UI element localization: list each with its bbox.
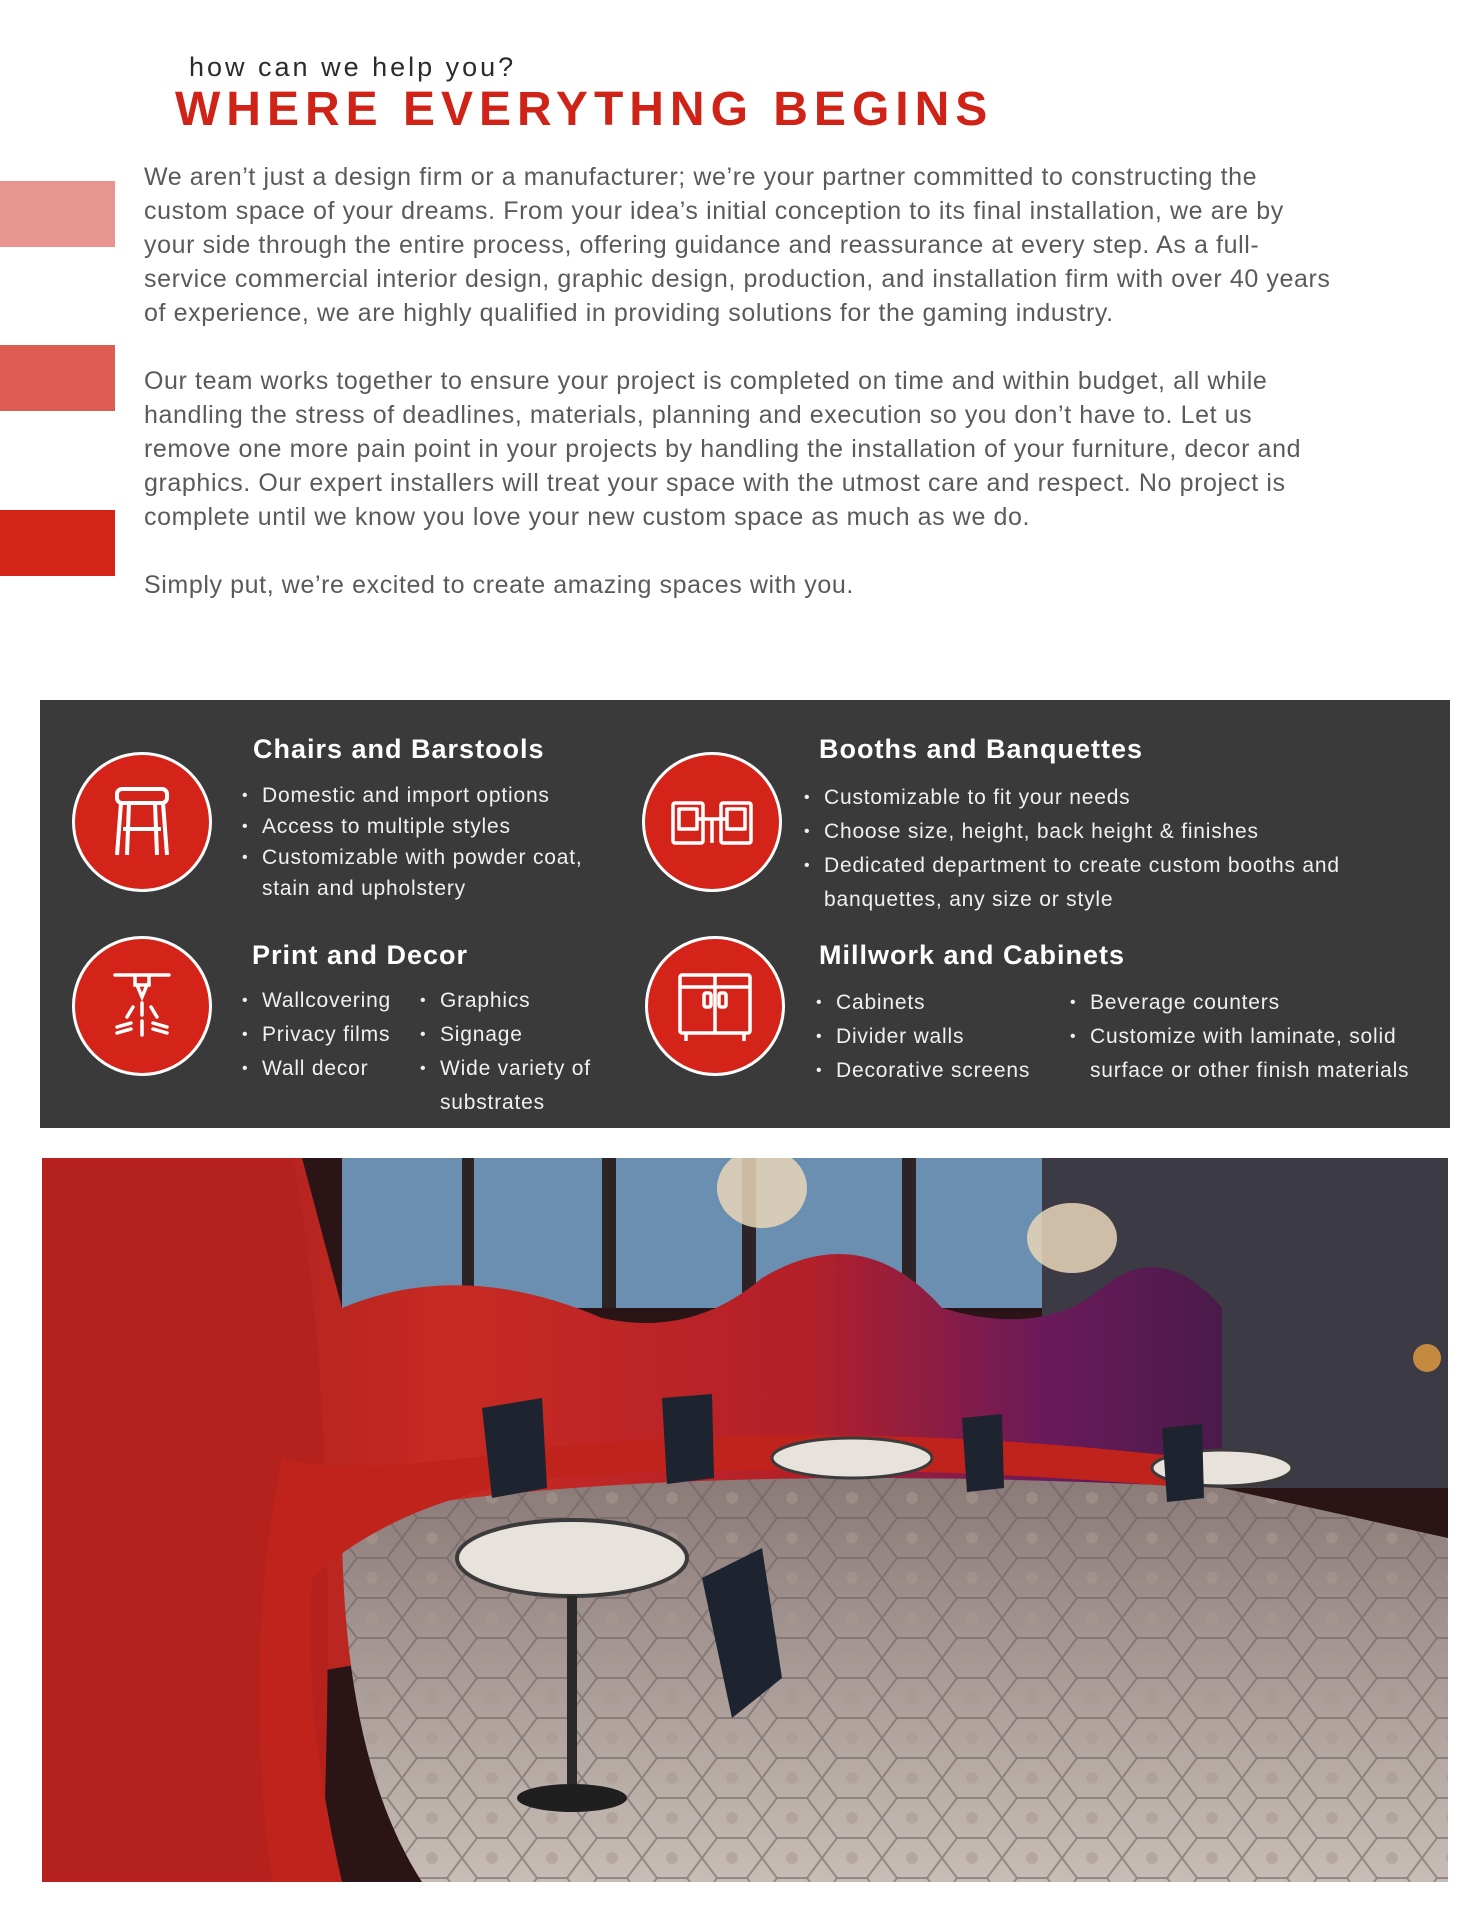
list-item: • Wallcovering (242, 984, 412, 1018)
service-list-booths (804, 781, 1364, 917)
service-list-print-col1 (242, 984, 412, 1086)
service-title-booths: Booths and Banquettes (819, 734, 1144, 764)
page-subtitle: how can we help you? (189, 52, 517, 82)
service-list-print-col2 (420, 984, 620, 1120)
service-title-print: Print and Decor (252, 940, 469, 970)
intro-paragraph: Our team works together to ensure your project is completed on time and within budget, all while handling the stress of deadlines, materials, planning and execution so you don’t have to. Let us remove one more pain point in your projects by handling the installation of your furniture, decor and graphics. Our expert installers will treat your space with the utmost care and respect. No project is complete until we know you love your new custom space as much as we do. (144, 367, 1302, 531)
list-item: • Wall decor (242, 1052, 412, 1086)
list-item: • Customize with laminate, solid surface or other finish materials (1070, 1020, 1440, 1088)
accent-block-medium (0, 345, 115, 411)
list-item: • Access to multiple styles (242, 811, 622, 842)
list-item: • Customizable with powder coat, stain and upholstery (242, 842, 622, 904)
list-item: • Beverage counters (1070, 986, 1440, 1020)
barstool-icon (72, 752, 212, 892)
list-item: • Privacy films (242, 1018, 412, 1052)
print-decor-icon (72, 936, 212, 1076)
list-item: • Graphics (420, 984, 620, 1018)
list-item: • Dedicated department to create custom booths and banquettes, any size or style (804, 849, 1364, 917)
service-list-millwork-col1 (816, 986, 1066, 1088)
accent-block-light (0, 181, 115, 247)
service-list-millwork-col2 (1070, 986, 1440, 1088)
list-item: • Cabinets (816, 986, 1066, 1020)
intro-paragraph: We aren’t just a design firm or a manufacturer; we’re your partner committed to constructing the custom space of your dreams. From your idea’s initial conception to its final installation, we are by your side through the entire process, offering guidance and reassurance at every step. As a full-service commercial interior design, graphic design, production, and installation firm with over 40 years of experience, we are highly qualified in providing solutions for the gaming industry. (144, 163, 1331, 327)
list-item: • Domestic and import options (242, 780, 622, 811)
intro-paragraph: Simply put, we’re excited to create amazing spaces with you. (144, 571, 854, 599)
service-list-chairs (242, 780, 622, 904)
services-panel (40, 700, 1450, 1128)
page-title: WHERE EVERYTHNG BEGINS (175, 83, 994, 136)
intro-text (144, 160, 1334, 636)
service-title-chairs: Chairs and Barstools (253, 734, 545, 764)
list-item: • Decorative screens (816, 1054, 1066, 1088)
service-title-millwork: Millwork and Cabinets (819, 940, 1126, 970)
cabinet-icon (645, 936, 785, 1076)
list-item: • Divider walls (816, 1020, 1066, 1054)
booth-icon (642, 752, 782, 892)
accent-block-dark (0, 510, 115, 576)
list-item: • Wide variety of substrates (420, 1052, 620, 1120)
list-item: • Choose size, height, back height & finishes (804, 815, 1364, 849)
restaurant-interior-photo (42, 1158, 1448, 1882)
list-item: • Customizable to fit your needs (804, 781, 1364, 815)
list-item: • Signage (420, 1018, 620, 1052)
